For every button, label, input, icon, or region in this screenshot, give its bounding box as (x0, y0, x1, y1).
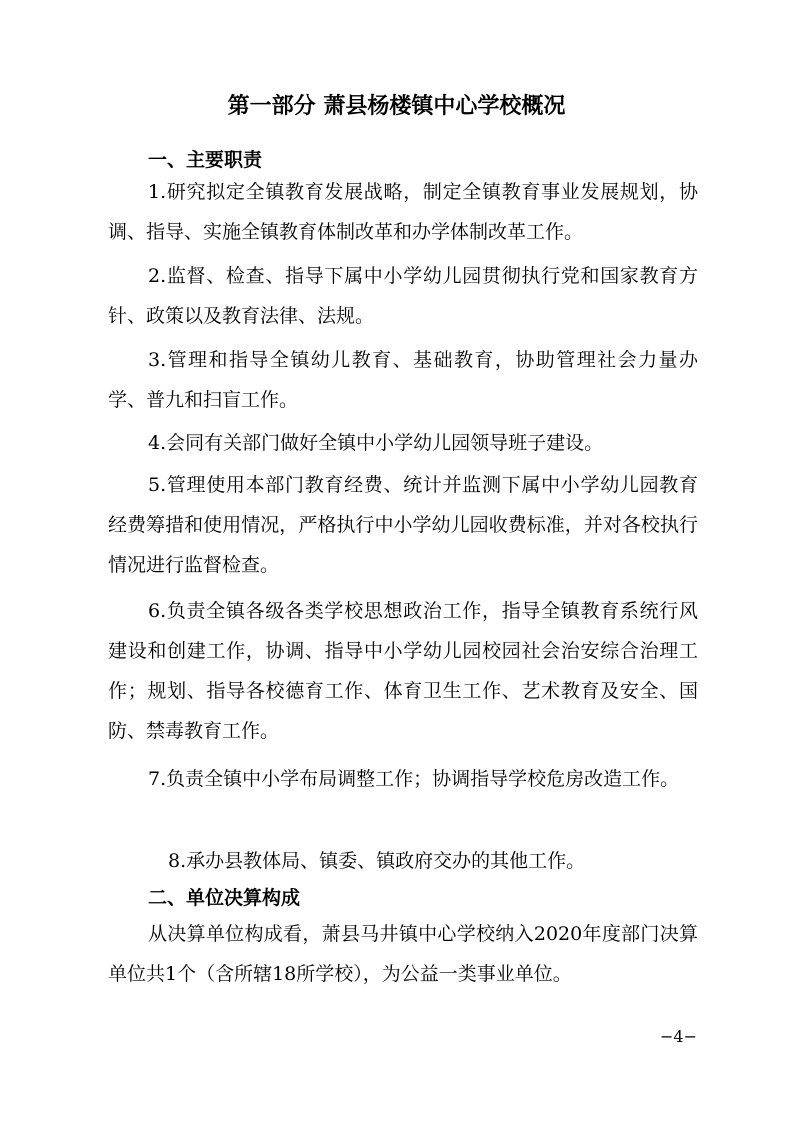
section-heading-duties: 一、主要职责 (148, 149, 263, 171)
duty-item-8: 8.承办县教体局、镇委、镇政府交办的其他工作。 (168, 850, 586, 872)
duty-item-2: 2.监督、检查、指导下属中小学幼儿园贯彻执行党和国家教育方针、政策以及教育法律、法规。 (108, 265, 698, 327)
composition-paragraph: 从决算单位构成看，萧县马井镇中心学校纳入2020年度部门决算单位共1个（含所辖18所学校），为公益一类事业单位。 (108, 923, 698, 985)
duty-item-5: 5.管理使用本部门教育经费、统计并监测下属中小学幼儿园教育经费筹措和使用情况，严格执行中小学幼儿园收费标准，并对各校执行情况进行监督检查。 (108, 474, 698, 576)
duty-item-3: 3.管理和指导全镇幼儿教育、基础教育，协助管理社会力量办学、普九和扫盲工作。 (108, 349, 698, 411)
section-heading-composition: 二、单位决算构成 (148, 887, 301, 909)
duty-item-1: 1.研究拟定全镇教育发展战略，制定全镇教育事业发展规划，协调、指导、实施全镇教育体制改革和办学体制改革工作。 (108, 181, 698, 243)
duty-item-4: 4.会同有关部门做好全镇中小学幼儿园领导班子建设。 (148, 432, 604, 454)
duty-item-7: 7.负责全镇中小学布局调整工作；协调指导学校危房改造工作。 (148, 768, 680, 790)
page-title: 第一部分 萧县杨楼镇中心学校概况 (227, 94, 566, 119)
page-number: −4− (660, 1027, 697, 1046)
duty-item-6: 6.负责全镇各级各类学校思想政治工作，指导全镇教育系统行风建设和创建工作，协调、指导中小学幼儿园校园社会治安综合治理工作；规划、指导各校德育工作、体育卫生工作、艺术教育及安全、国防、禁毒教育工作。 (108, 600, 698, 742)
